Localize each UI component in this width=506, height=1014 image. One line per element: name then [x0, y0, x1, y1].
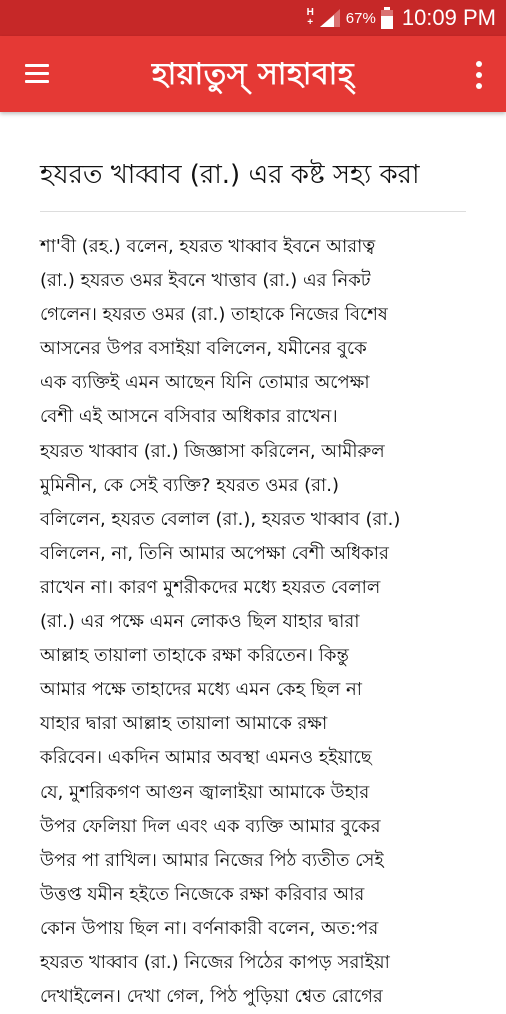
network-type-indicator — [307, 8, 314, 28]
article-body-line: হযরত খাব্বাব (রা.) নিজের পিঠের কাপড় সরাইয়া — [40, 951, 390, 973]
article-body-line: উপর পা রাখিল। আমার নিজের পিঠ ব্যতীত সেই — [40, 849, 384, 871]
article-body-line: হযরত খাব্বাব (রা.) জিজ্ঞাসা করিলেন, আমীরুল — [40, 440, 385, 462]
article-body-line: রাখেন না। কারণ মুশরীকদের মধ্যে হযরত বেলাল — [40, 576, 381, 598]
article-body-line: (রা.) এর পক্ষে এমন লোকও ছিল যাহার দ্বারা — [40, 611, 360, 633]
article-body-line: যাহার দ্বারা আল্লাহ তায়ালা আমাকে রক্ষা — [40, 713, 328, 735]
article-body-line: আমার পক্ষে তাহাদের মধ্যে এমন কেহ ছিল না — [40, 679, 362, 701]
article-body-line: করিবেন। একদিন আমার অবস্থা এমনও হইয়াছে — [40, 747, 372, 769]
battery-percent: 67% — [345, 9, 376, 27]
article-body-line: দেখাইলেন। দেখা গেল, পিঠ পুড়িয়া শ্বেত রোগের — [40, 986, 383, 1008]
article-body-line: বেশী এই আসনে বসিবার অধিকার রাখেন। — [40, 406, 338, 428]
more-vert-icon[interactable] — [470, 58, 488, 92]
article-body-line: কোন উপায় ছিল না। বর্ণনাকারী বলেন, অত:পর — [40, 917, 379, 939]
app-bar — [0, 36, 506, 112]
title-divider — [40, 211, 466, 212]
status-bar — [0, 0, 506, 36]
network-activity-label: + — [307, 17, 314, 28]
clock-time: 10:09 PM — [401, 5, 496, 30]
article-content[interactable] — [0, 112, 506, 1008]
article-body-line: আসনের উপর বসাইয়া বলিলেন, যমীনের বুকে — [40, 338, 367, 360]
article-body-line: এক ব্যক্তিই এমন আছেন যিনি তোমার অপেক্ষা — [40, 372, 370, 394]
article-body-line: মুমিনীন, কে সেই ব্যক্তি? হযরত ওমর (রা.) — [40, 474, 339, 496]
article-body-line: উত্তপ্ত যমীন হইতে নিজেকে রক্ষা করিবার আর — [40, 883, 365, 905]
article-body-line: (রা.) হযরত ওমর ইবনে খাত্তাব (রা.) এর নিকট — [40, 270, 371, 292]
battery-icon — [380, 6, 394, 30]
network-type-label: H — [306, 7, 314, 18]
article-body-line: শা'বী (রহ.) বলেন, হযরত খাব্বাব ইবনে আরাত্ব — [40, 236, 376, 257]
article-body-line: বলিলেন, না, তিনি আমার অপেক্ষা বেশী অধিকার — [40, 542, 389, 564]
article-body-line: যে, মুশরিকগণ আগুন জ্বালাইয়া আমাকে উহার — [40, 781, 370, 803]
app-title: হায়াতুস্ সাহাবাহ্ — [151, 57, 355, 92]
article-body — [40, 230, 466, 1014]
signal-bars-icon — [318, 7, 342, 29]
article-title: হযরত খাব্বাব (রা.) এর কষ্ট সহ্য করা — [40, 160, 420, 190]
article-body-line: উপর ফেলিয়া দিল এবং এক ব্যক্তি আমার বুকের — [40, 815, 381, 837]
article-body-line: বলিলেন, হযরত বেলাল (রা.), হযরত খাব্বাব (রা.) — [40, 508, 401, 530]
article-body-line: গেলেন। হযরত ওমর (রা.) তাহাকে নিজের বিশেষ — [40, 304, 388, 326]
article-body-line: আল্লাহ তায়ালা তাহাকে রক্ষা করিতেন। কিন্তু — [40, 645, 349, 667]
